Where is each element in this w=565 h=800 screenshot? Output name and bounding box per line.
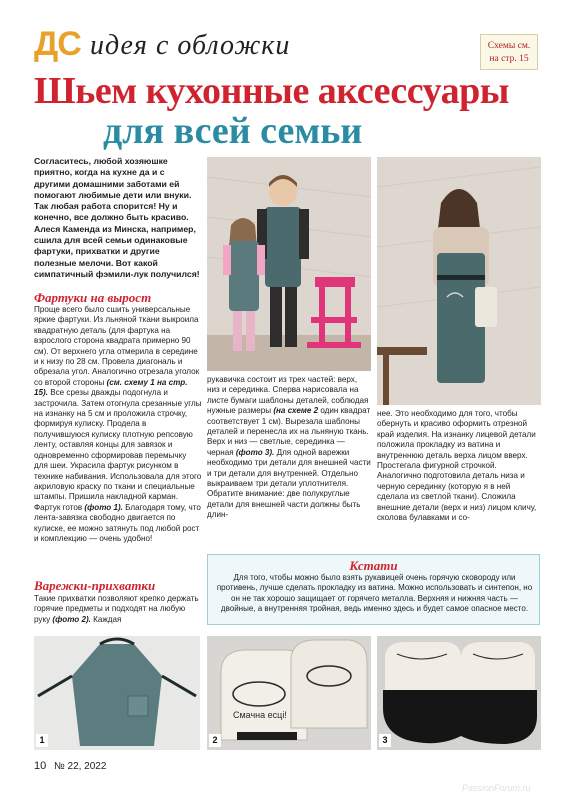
col2-text-part-b: один квадрат соответствует 1 см). Вырезала шаблоны деталей и перенесла их на льняную ткань. Верх и низ — светлые, серединка — черная [207,406,371,457]
aprons-ref-photo-1: (фото 1). [84,502,123,512]
mittens-text-part-a: Такие прихватки позволяют крепко держать горячие предметы и подходят на любую руку [34,594,199,624]
badge-line-1: Схемы см. [487,41,531,51]
column-2-text [207,375,371,521]
section-heading-mittens: Варежки-прихватки [34,578,156,593]
header [34,26,534,66]
issue-number: № 22, 2022 [54,761,107,772]
photo-number-3: 3 [379,734,391,747]
section-text-mittens [34,594,202,625]
col2-ref-scheme-2: (на схеме 2 [273,406,319,416]
article-title-line-1: Шьем кухонные аксессуары [34,70,509,112]
aprons-ref-scheme-1: (см. схему 1 на стр. 15). [34,377,188,398]
photo-number-1: 1 [36,734,48,747]
badge-line-2: на стр. 15 [489,54,529,64]
col2-text-part-c: Для одной варежки необходимо три детали для внешней части и три детали для внутренней. Отдельно выкраиваем три детали уплотнителя. Обратите внимание: две полукруглые детали для внешней части должны быть длин- [207,447,371,520]
tip-box-heading: Кстати [349,558,398,573]
photo-1-apron [34,636,200,750]
photo-woman-in-apron [377,157,541,405]
aprons-text-part-a: Проще всего было сшить универсальные яркие фартуки. Из льняной ткани выкроила квадратную деталь (для фартука на взрослого сторона квадрата примерно 90 см). От верхнего угла отмерила в середине и к низу по 28 см. Провела диагональ и обрезала угол. Аналогично отрезала уголок со второй стороны [34,305,200,387]
photo-2-mittens [207,636,371,750]
article-title-line-2: для всей семьи [103,110,363,152]
section-heading-aprons: Фартуки на вырост [34,290,152,305]
magazine-logo: ДС [34,25,81,63]
col2-text-part-a: рукавичка состоит из трех частей: верх, низ и серединка. Сперва нарисовала на листе бумаги шаблоны деталей, соблюдая нужные размеры [207,375,369,416]
col2-ref-photo-3: (фото 3). [235,447,275,457]
section-kicker: идея с обложки [90,30,291,61]
mittens-text-part-b: Каждая [90,614,122,624]
photo-children-in-aprons [207,157,371,371]
column-3-text: нее. Это необходимо для того, чтобы обернуть и красиво оформить отрезной край изделия. На изнанку лицевой детали положила прокладку из ватина и внутреннюю деталь верха лицом вверх. Простегала фигурной строчкой. Аналогично подготовила деталь низа и черную серединку (которую я в ней сделала из светлой ткани). Сложила внешние детали (верх и низ) лицом кличу, сколова булавками и со- [377,409,537,523]
photo-number-2: 2 [209,734,221,747]
mittens-ref-photo-2: (фото 2). [52,614,91,624]
tip-box-text: Для того, чтобы можно было взять рукавицей очень горячую сковороду или противень, лучше сделать прокладку из ватина. Можно использовать и синтепон, но он не так хорошо защищает от горячего металла. Верхняя и нижняя часть — двойные, а внутренняя тройная, ведь именно здесь и будет самое опасное место. [216,573,533,614]
lead-paragraph: Согласитесь, любой хозяюшке приятно, когда на кухне да и с другими домашними заботами ей помогают любимые дети или внуки. Так любая работа спорится! Ну и конечно, все должно быть красиво. Алеся Каменда из Минска, например, сшила для всей семьи одинаковые фартуки, прихватки и другие полезные мелочи. Вот какой симпатичный фэмили-лук получился! [34,156,200,279]
aprons-text-part-c: Благодаря тому, что лента-завязка свободно двигается по кулиске, ее можно затянуть под любой рост и комплекцию — очень удобно! [34,502,201,543]
page-number: 10 [34,760,47,772]
section-text-aprons [34,305,202,544]
photo-3-mittens-inside [377,636,541,750]
aprons-text-part-b: Все срезы дважды подогнула и застрочила. Затем отогнула срезанные углы на изнанку на 5 см и проложила строчку, формируя кулиску. Продела в получившуюся кулиску плотную репсовую ленту, оставляя концы для завязок и одновременно сформировав перемычку для шеи. Украсила фартук рисунком в технике набивания. Использовала для этого акриловую краску по ткани и специальные штампы. Пришила накладной карман. Фартук готов [34,388,202,512]
scheme-reference-badge [480,34,538,70]
mitten-print-text: Смачна есці! [233,710,287,720]
tip-box [207,554,540,625]
site-watermark: PassionForum.ru [462,783,531,793]
